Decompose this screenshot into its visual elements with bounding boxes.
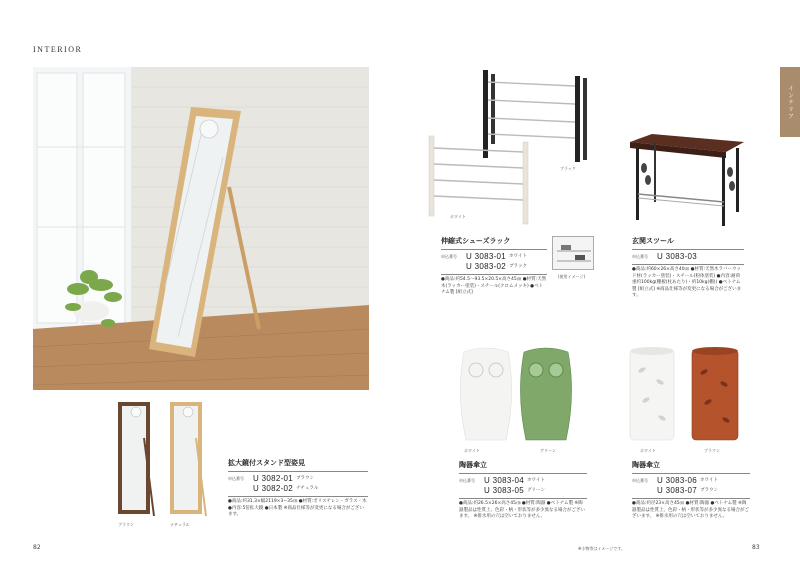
leaf-umbrella-image: [626, 344, 746, 448]
rack-usage-illustration: [553, 237, 595, 271]
leaf-umbrella-name: 陶器傘立: [632, 461, 660, 469]
owl-umbrella-image: [452, 344, 582, 448]
category-tab: インテリア: [780, 67, 800, 137]
shoe-rack-spec: ●商品:約54.5〜93.5×20.5×高さ45㎝ ●材質:天然木(ラッカー塗装)・スチール(クロムメッキ) ●ベトナム製 [組立式]: [441, 277, 547, 296]
stool-code: U 3083-03: [657, 252, 698, 261]
mirror-caption-brown: ブラウン: [118, 522, 134, 527]
stool-image: [628, 132, 746, 228]
mirror-spec: ●商品:約31.3×幅2119×3−35㎝ ●材質:ポリスチレン・ガラス・木 ●内容:5倍拡大鏡 ●日本製 ※商品仕様等が変更になる場合がございます。: [228, 499, 367, 518]
room-photo: [33, 67, 369, 390]
rack-caption-black: ブラック: [560, 166, 576, 171]
page-number-right: 83: [752, 544, 760, 551]
stool-info: 玄関スツール 申込番号 U 3083-03 ●商品:約60×26×高さ40㎝ ●材質:天然木ラバーウッド材(ラッカー塗装)・スチール(粉体塗装) ●内容:耐荷重約100kg(棚板(柱あたり)・約10kg(棚)) ●ベトナム製 [組立式] ※商品仕様等が変更になる場合がございます。: [632, 236, 744, 300]
mirror-code-1: U 3082-01: [253, 474, 294, 483]
mirror-caption-natural: ナチュラル: [170, 522, 190, 527]
rack-usage-image: [552, 236, 594, 270]
owl-umbrella-name: 陶器傘立: [459, 461, 487, 469]
owl-code-1: U 3083-04: [484, 476, 525, 485]
leaf-umbrella-spec: ●商品:約径23×高さ45㎝ ●材質:陶器 ●ベトナム製 ※陶器製品は性質上、色彩・柄・形状等が多少異なる場合がございます。 ※排水用の穴は空いておりません。: [632, 501, 749, 520]
leaf-code-2: U 3083-07: [657, 486, 698, 495]
shoe-rack-name: 伸縮式シューズラック: [441, 237, 511, 245]
leaf-code-1: U 3083-06: [657, 476, 698, 485]
owl-umbrella-info: 陶器傘立 申込番号 U 3083-04 ホワイト U 3083-05 グリーン ●商品:約26.5×26×高さ45㎝ ●材質:陶器 ●ベトナム製 ※陶器製品は性質上、色彩・柄・形状等が多少異なる場合がございます。 ※排水用の穴は空いておりません。: [459, 461, 585, 520]
leaf-caption-white: ホワイト: [640, 448, 656, 453]
mirror-product-image: [112, 398, 217, 523]
stool-name: 玄関スツール: [632, 237, 674, 245]
mirror-code-row-2: U 3082-02 ナチュラル: [253, 484, 319, 493]
leaf-caption-brown: ブラウン: [704, 448, 720, 453]
shoe-rack-image: [425, 68, 597, 228]
stool-spec: ●商品:約60×26×高さ40㎝ ●材質:天然木ラバーウッド材(ラッカー塗装)・スチール(粉体塗装) ●内容:耐荷重約100kg(棚板(柱あたり)・約10kg(棚)) ●ベトナム製 [組立式] ※商品仕様等が変更になる場合がございます。: [632, 267, 742, 299]
rack-caption-white: ホワイト: [450, 214, 466, 219]
section-title: INTERIOR: [33, 45, 83, 54]
mirror-name: 拡大鏡付スタンド型姿見: [228, 459, 305, 467]
mirror-code-2: U 3082-02: [253, 484, 294, 493]
owl-caption-green: グリーン: [540, 448, 556, 453]
leaf-umbrella-info: 陶器傘立 申込番号 U 3083-06 ホワイト U 3083-07 ブラウン ●商品:約径23×高さ45㎝ ●材質:陶器 ●ベトナム製 ※陶器製品は性質上、色彩・柄・形状等が多少異なる場合がございます。 ※排水用の穴は空いておりません。: [632, 461, 749, 520]
owl-code-2: U 3083-05: [484, 486, 525, 495]
owl-caption-white: ホワイト: [464, 448, 480, 453]
shoe-rack-code-2: U 3083-02: [466, 262, 507, 271]
shoe-rack-info: 伸縮式シューズラック 申込番号 U 3083-01 ホワイト U 3083-02 ブラック ●商品:約54.5〜93.5×20.5×高さ45㎝ ●材質:天然木(ラッカー塗装)・スチール(クロムメッキ) ●ベトナム製 [組立式]: [441, 237, 547, 296]
owl-umbrella-spec: ●商品:約26.5×26×高さ45㎝ ●材質:陶器 ●ベトナム製 ※陶器製品は性質上、色彩・柄・形状等が多少異なる場合がございます。 ※排水用の穴は空いておりません。: [459, 501, 585, 520]
shoe-rack-code-1: U 3083-01: [466, 252, 507, 261]
page-number-left: 82: [33, 544, 41, 551]
footnote: ※小物等はイメージです。: [578, 546, 625, 551]
room-illustration: [33, 67, 369, 390]
mirror-info: [228, 458, 368, 519]
mirror-code-row-1: 申込番号 U 3082-01 ブラウン: [228, 474, 315, 483]
rack-usage-caption: (使用イメージ): [558, 274, 586, 279]
